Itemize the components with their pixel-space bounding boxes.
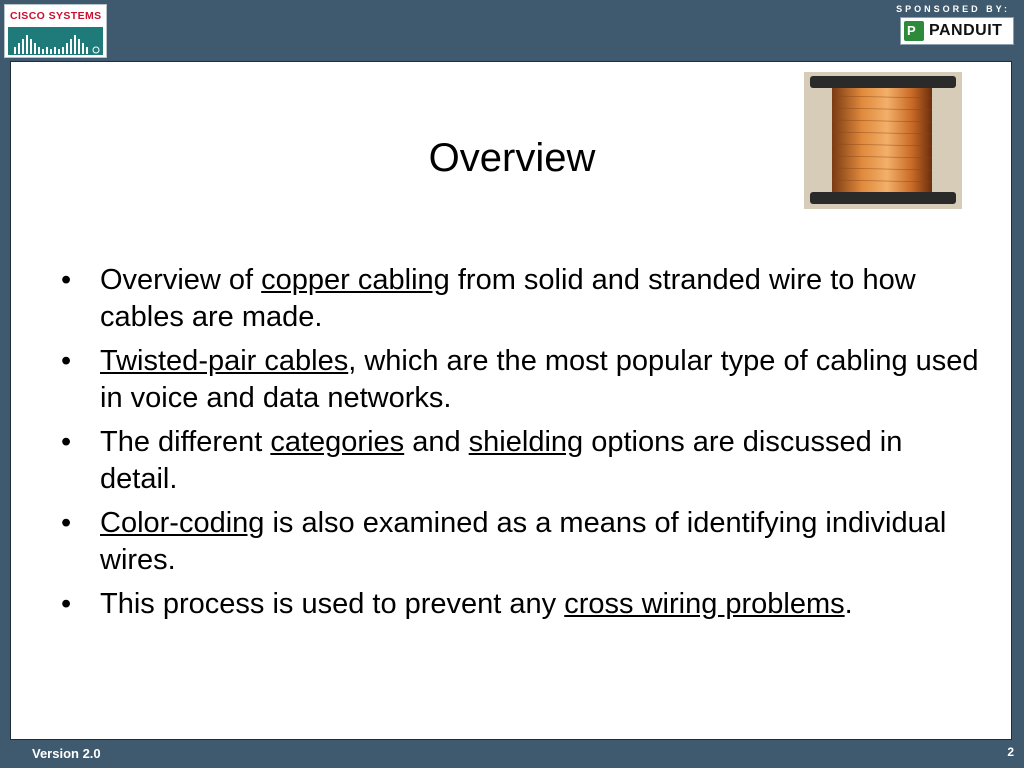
underlined-term: copper cabling — [261, 264, 450, 296]
logo-text: CISCO SYSTEMS — [10, 10, 102, 22]
bullet-item — [41, 505, 981, 579]
slide-title: Overview — [428, 136, 596, 180]
bullet-item — [41, 262, 981, 336]
bullet-text: and — [404, 426, 469, 458]
sponsor-name: PANDUIT — [929, 22, 1003, 39]
bullet-dot-icon: • — [61, 588, 72, 620]
bullet-item — [41, 343, 981, 417]
underlined-term: Color-coding — [100, 507, 265, 539]
underlined-term: Twisted-pair cables — [100, 345, 349, 377]
bullet-dot-icon: • — [61, 507, 72, 539]
bullet-text: options are discussed in detail. — [100, 426, 903, 495]
cisco-systems-logo — [4, 4, 107, 58]
bullet-text: , which are the most popular type of cabling used in voice and data networks. — [100, 345, 979, 414]
bullet-text: This process is used to prevent any — [100, 588, 565, 620]
underlined-term: categories — [270, 426, 405, 458]
panduit-logo — [900, 17, 1014, 45]
copper-spool-image — [804, 72, 962, 209]
sponsor-label: SPONSORED BY: — [896, 4, 1010, 14]
bullet-list — [41, 262, 981, 630]
panduit-mark-icon: P — [904, 21, 924, 41]
bullet-text: is also examined as a means of identifying individual wires. — [100, 507, 947, 576]
version-label: Version 2.0 — [32, 746, 101, 761]
bullet-item — [41, 586, 981, 623]
underlined-term: cross wiring problems — [564, 588, 845, 620]
bullet-item — [41, 424, 981, 498]
sponsor-block — [896, 2, 1014, 46]
bullet-text: . — [844, 588, 853, 620]
bullet-dot-icon: • — [61, 264, 72, 296]
cisco-bridge-icon — [8, 27, 103, 55]
bullet-dot-icon: • — [61, 426, 72, 458]
slide-content — [10, 61, 1012, 740]
page-number: 2 — [1007, 745, 1014, 759]
bullet-dot-icon: • — [61, 345, 72, 377]
bullet-text: Overview of — [100, 264, 262, 296]
bullet-text: The different — [100, 426, 271, 458]
underlined-term: shielding — [468, 426, 584, 458]
bullet-text: from solid and stranded wire to how cables are made. — [100, 264, 916, 333]
